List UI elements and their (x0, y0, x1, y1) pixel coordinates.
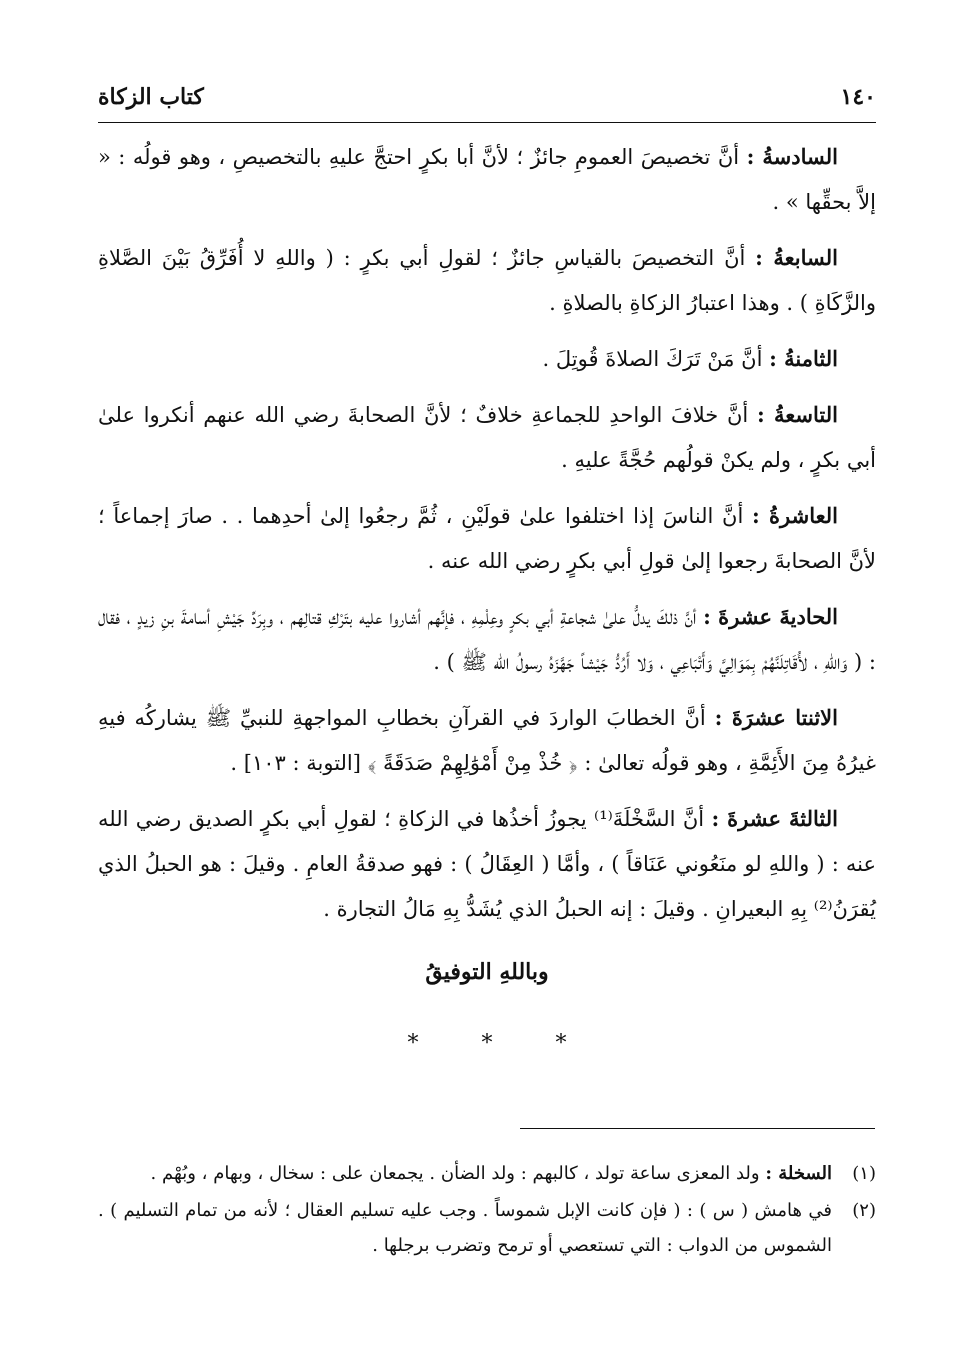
paragraph-label: السادسةُ : (746, 144, 838, 169)
paragraph-label: السابعةُ : (755, 245, 838, 270)
paragraph-text: أنَّ الناسَ إذا اختلفوا علىٰ قولَيْنِ ، ثُمَّ رجعُوا إلىٰ أحدِهما . . صارَ إجماعاً ؛ لأنَّ الصحابةَ رجعوا إلىٰ قولِ أبي بكرٍ رضي الله عنه . (98, 504, 876, 573)
paragraph-text: أنَّ الخطابَ الواردَ في القرآنِ بخطابِ المواجهةِ للنبيِّ ﷺ يشاركُه فيهِ غيرُهُ مِنَ الأَئِمَّةِ ، وهو قولُه تعالىٰ : ﴿ خُذْ مِنْ أَمْوَٰلِهِمْ صَدَقَةً ﴾ [التوبة : ١٠٣] . (98, 706, 876, 775)
paragraph-label: الحاديةَ عشرةَ : (703, 604, 839, 629)
paragraph-text: أنَّ ذلكَ يدلُّ علىٰ شجاعةِ أبي بكرٍ وعِلْمِهِ ، فإنَّهم أشاروا عليه بتَرْكِ قتالِهم ، وبِرَدِّ جَيْشِ أسامةَ بنِ زيدٍ ، فقال : ( وَاللهِ ، لأُقَاتِلَنَّهُمْ بِمَوَالِيَّ وَأَتْبَاعِي ، وَلا أَرُدُّ جَيْشاً جَهَّزَهُ رسولُ الله ﷺ ) . (98, 605, 876, 674)
main-text (98, 134, 876, 1066)
paragraph-eleventh (98, 594, 876, 685)
paragraph-thirteenth (98, 796, 876, 932)
section-separator: * * * (407, 1031, 595, 1056)
footnote-body: في هامش ( س ) : ( فإن كانت الإبل شموساً . وجب عليه تسليم العقال ؛ لأنه من تمام التسليم ) . الشموس من الدواب : التي تستعصي أو ترمح وتضرب برجلها . (98, 1200, 832, 1256)
paragraph-label: الاثنتا عشرَةَ : (714, 705, 838, 730)
footnote-body: ولد المعزى ساعة تولد ، كالبهم : ولد الضأن . يجمعان على : سخال ، وبهام ، وبُهْم . (150, 1163, 766, 1184)
paragraph-eighth (98, 336, 876, 382)
paragraph-text: أنَّ مَنْ تَرَكَ الصلاةَ قُوتِلَ . (542, 347, 770, 371)
footnote-label: السخلة : (765, 1163, 832, 1184)
book-title: كتاب الزكاة (98, 84, 204, 110)
paragraph-tenth (98, 493, 876, 584)
footnote-number: (١) (852, 1163, 876, 1184)
paragraph-text: أنَّ السَّخْلَةَ⁽¹⁾ يجوزُ أخذُها في الزكاةِ ؛ لقولِ أبي بكرٍ الصديق رضي الله عنه : ( واللهِ لو منَعُوني عَنَاقاً ) ، وأمَّا ( العِقَالُ ) : فهو صدقةُ العامِ . وقيلَ : هو الحبلُ الذي يُقرَنُ⁽²⁾ بِهِ البعيرانِ . وقيلَ : إنه الحبلُ الذي يُشَدُّ بِهِ مَالُ التجارة . (98, 807, 876, 921)
footnote-number: (٢) (852, 1200, 876, 1221)
paragraph-text: أنَّ تخصيصَ العمومِ جائزٌ ؛ لأنَّ أبا بكرٍ احتجَّ عليهِ بالتخصيصِ ، وهو قولُه : « إلاَّ بحقِّها » . (98, 145, 876, 214)
footnotes (98, 1156, 876, 1265)
closing-phrase: وباللهِ التوفيقُ (425, 959, 549, 985)
footnote-text (98, 1193, 832, 1263)
paragraph-label: التاسعةُ : (756, 402, 838, 427)
paragraph-label: الثالثةَ عشرةَ : (711, 806, 838, 831)
paragraph-label: الثامنةُ : (769, 346, 838, 371)
running-header (98, 84, 876, 110)
paragraph-seventh (98, 235, 876, 326)
footnote-divider (520, 1128, 875, 1129)
footnote-text (98, 1156, 832, 1191)
footnote-item (98, 1193, 876, 1263)
paragraph-text: أنَّ التخصيصَ بالقياسِ جائزٌ ؛ لقولِ أبي بكرٍ : ( واللهِ لا أُفَرِّقُ بَيْنَ الصَّلاةِ والزَّكَاةِ ) . وهذا اعتبارُ الزكاةِ بالصلاةِ . (98, 246, 876, 315)
paragraph-label: العاشرةُ : (751, 503, 838, 528)
page-number: ١٤٠ (840, 84, 876, 110)
paragraph-sixth (98, 134, 876, 225)
paragraph-twelfth (98, 695, 876, 786)
paragraph-ninth (98, 392, 876, 483)
header-divider (98, 122, 876, 123)
footnote-item (98, 1156, 876, 1191)
paragraph-text: أنَّ خلافَ الواحدِ للجماعةِ خلافٌ ؛ لأنَّ الصحابةَ رضي الله عنهم أنكروا علىٰ أبي بكرٍ ، ولم يكنْ قولُهم حُجَّةً عليهِ . (98, 403, 876, 472)
